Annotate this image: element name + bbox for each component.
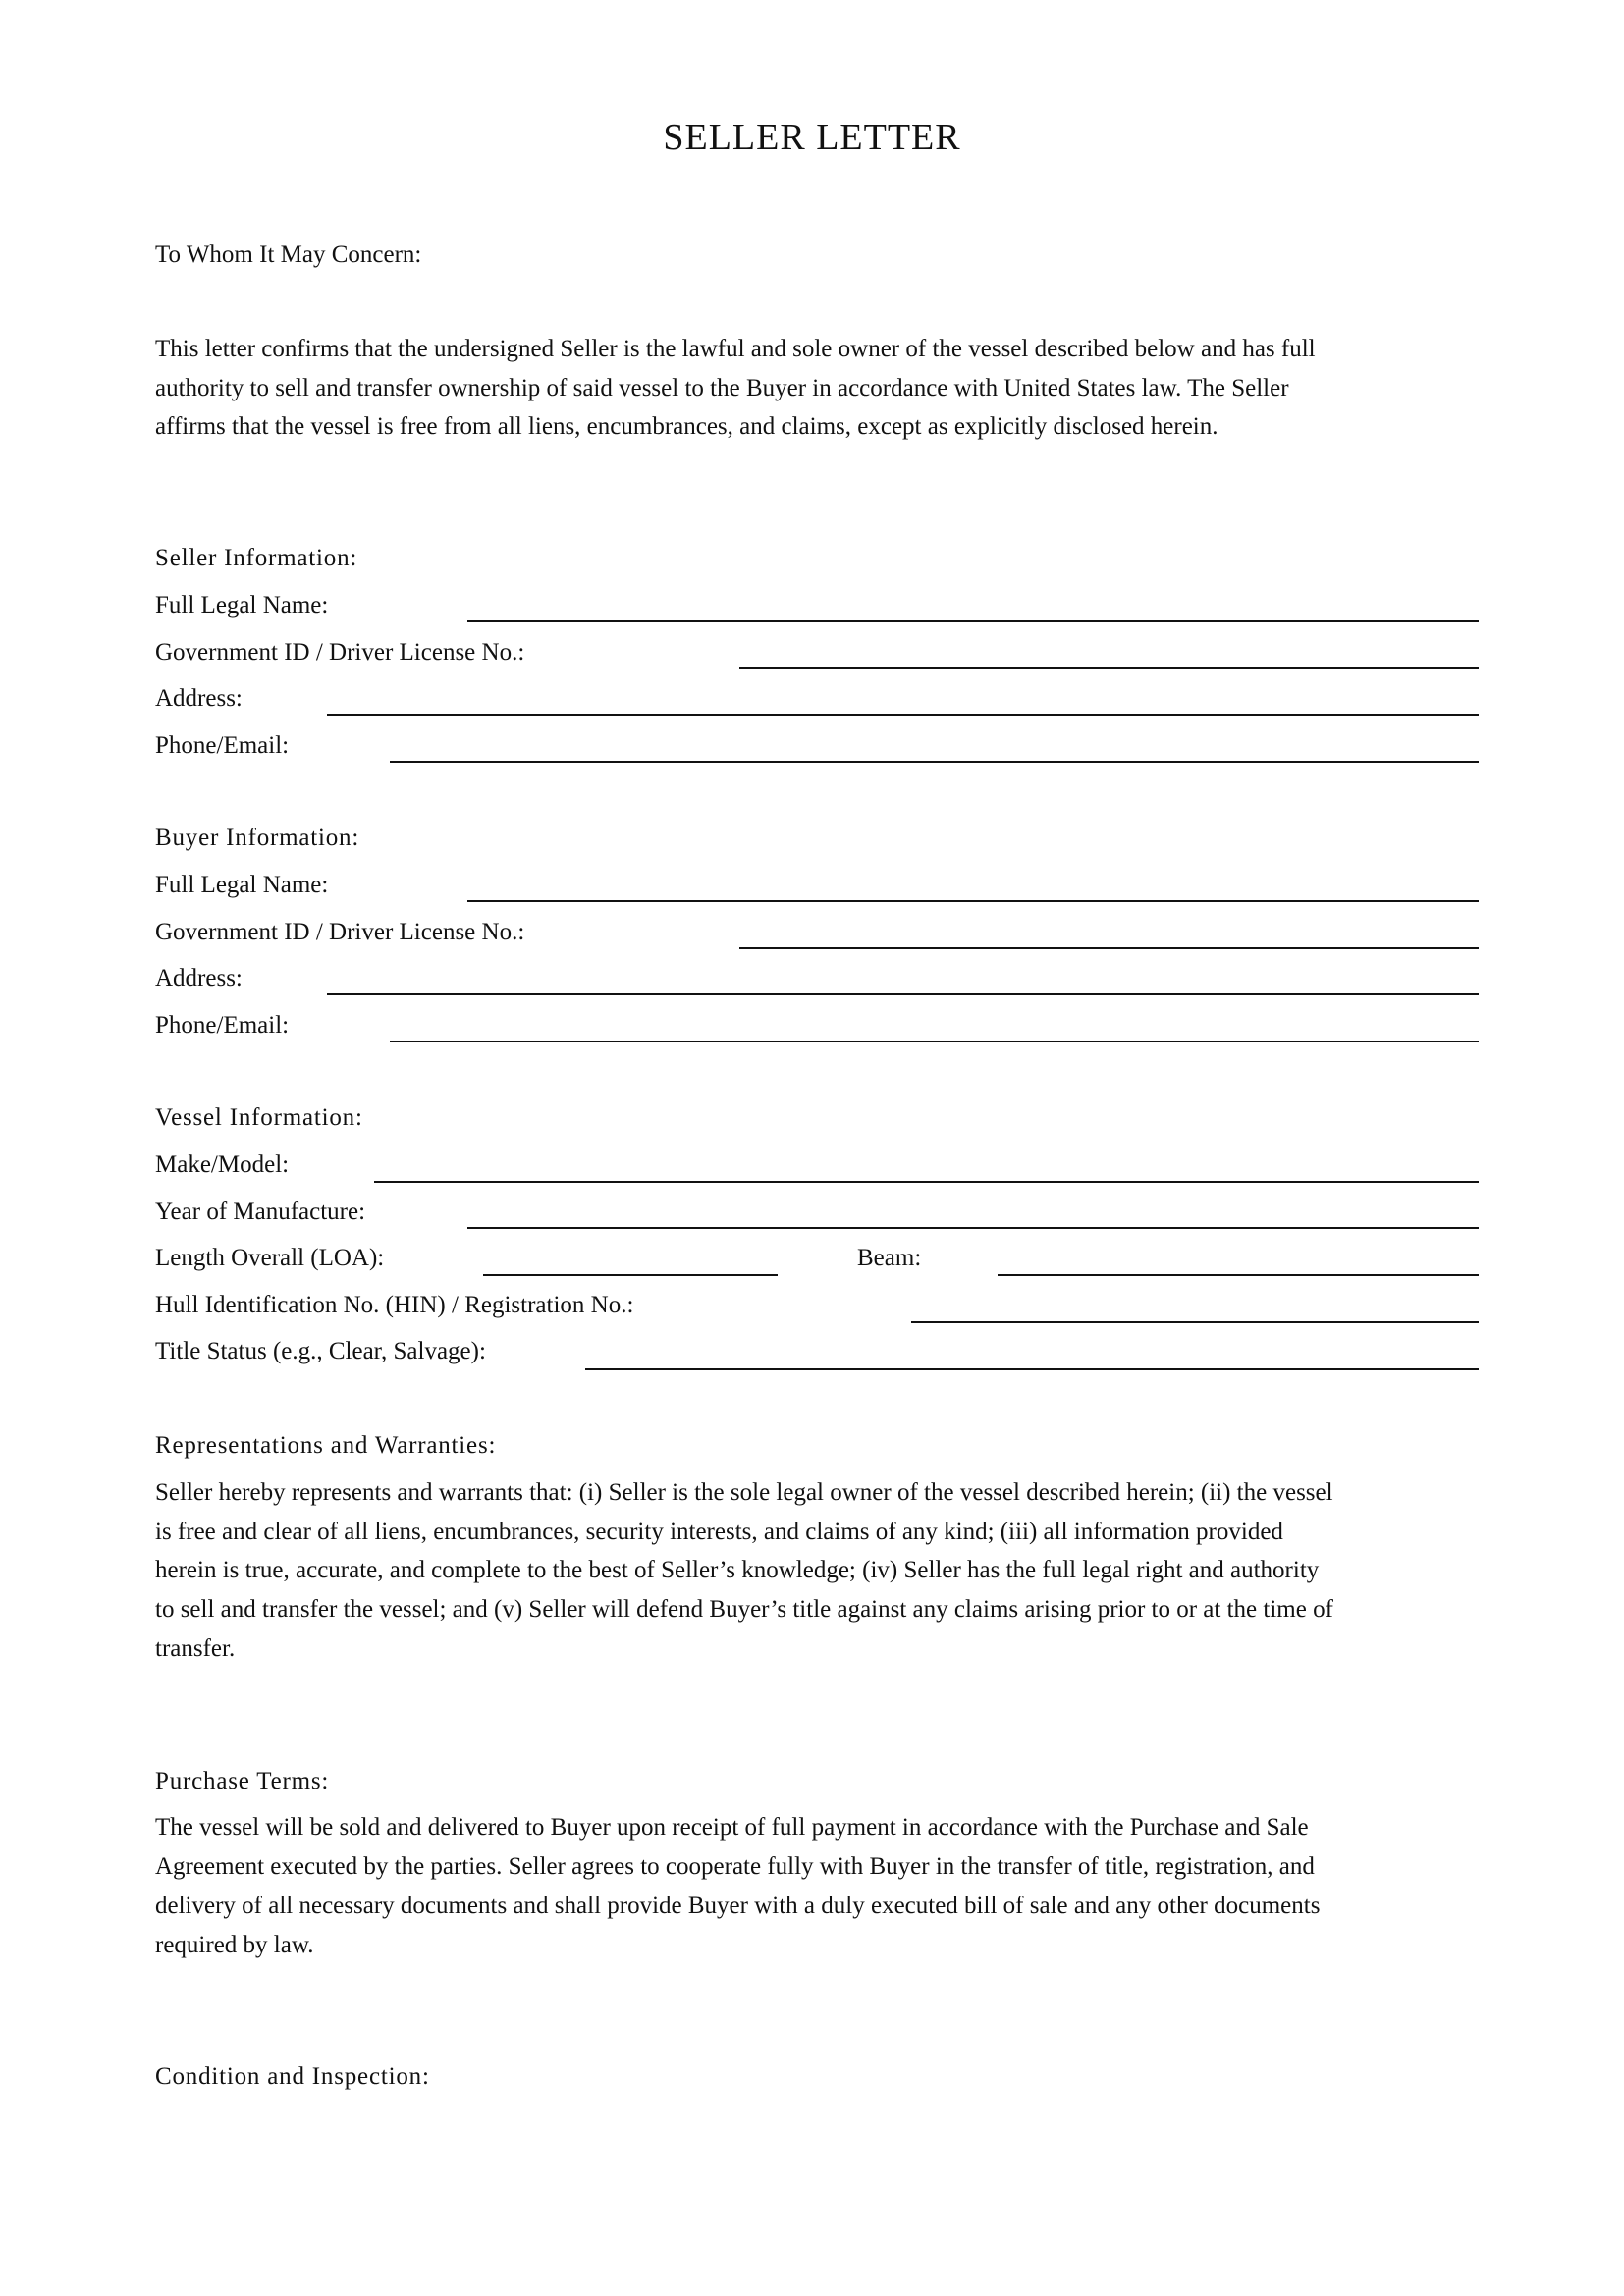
seller-info-heading: Seller Information: xyxy=(155,545,358,571)
vessel-loa-field[interactable] xyxy=(483,1274,778,1276)
vessel-loa-label: Length Overall (LOA): xyxy=(155,1245,385,1271)
purchase-terms-line: delivery of all necessary documents and shall provide Buyer with a duly executed bill of sale and any other documents xyxy=(155,1893,1321,1919)
vessel-beam-label: Beam: xyxy=(857,1245,922,1271)
condition-heading: Condition and Inspection: xyxy=(155,2063,430,2090)
seller-contact-label: Phone/Email: xyxy=(155,732,290,759)
representations-line: is free and clear of all liens, encumbrances, security interests, and claims of any kind; (iii) all information provided xyxy=(155,1519,1283,1545)
purchase-terms-line: The vessel will be sold and delivered to Buyer upon receipt of full payment in accordance with the Purchase and Sale xyxy=(155,1814,1309,1841)
vessel-year-label: Year of Manufacture: xyxy=(155,1199,366,1225)
seller-gov-id-field[interactable] xyxy=(739,667,1479,669)
representations-line: transfer. xyxy=(155,1635,236,1662)
representations-heading: Representations and Warranties: xyxy=(155,1432,497,1459)
seller-full-name-label: Full Legal Name: xyxy=(155,592,329,618)
vessel-info-heading: Vessel Information: xyxy=(155,1104,363,1131)
seller-contact-field[interactable] xyxy=(390,761,1479,763)
buyer-gov-id-field[interactable] xyxy=(739,947,1479,949)
buyer-full-name-label: Full Legal Name: xyxy=(155,872,329,898)
vessel-title-status-field[interactable] xyxy=(585,1368,1479,1370)
document-title: SELLER LETTER xyxy=(663,117,961,158)
seller-gov-id-label: Government ID / Driver License No.: xyxy=(155,639,525,666)
salutation: To Whom It May Concern: xyxy=(155,241,422,268)
buyer-full-name-field[interactable] xyxy=(467,900,1479,902)
vessel-make-model-label: Make/Model: xyxy=(155,1151,290,1178)
intro-line: authority to sell and transfer ownership of said vessel to the Buyer in accordance with United States law. The Seller xyxy=(155,375,1289,401)
vessel-make-model-field[interactable] xyxy=(374,1181,1479,1183)
purchase-terms-line: Agreement executed by the parties. Seller agrees to cooperate fully with Buyer in the transfer of title, registration, and xyxy=(155,1853,1315,1880)
representations-line: Seller hereby represents and warrants that: (i) Seller is the sole legal owner of the vessel described herein; (ii) the vessel xyxy=(155,1479,1333,1506)
vessel-beam-field[interactable] xyxy=(998,1274,1479,1276)
buyer-contact-field[interactable] xyxy=(390,1041,1479,1042)
vessel-hin-field[interactable] xyxy=(911,1321,1479,1323)
representations-line: to sell and transfer the vessel; and (v) Seller will defend Buyer’s title against any claims arising prior to or at the time of xyxy=(155,1596,1333,1623)
intro-line: This letter confirms that the undersigned Seller is the lawful and sole owner of the vessel described below and has full xyxy=(155,336,1316,362)
intro-line: affirms that the vessel is free from all liens, encumbrances, and claims, except as explicitly disclosed herein. xyxy=(155,413,1218,440)
buyer-gov-id-label: Government ID / Driver License No.: xyxy=(155,919,525,945)
buyer-address-label: Address: xyxy=(155,965,243,991)
buyer-info-heading: Buyer Information: xyxy=(155,825,360,851)
vessel-hin-label: Hull Identification No. (HIN) / Registration No.: xyxy=(155,1292,634,1318)
buyer-contact-label: Phone/Email: xyxy=(155,1012,290,1039)
purchase-terms-line: required by law. xyxy=(155,1932,314,1958)
seller-full-name-field[interactable] xyxy=(467,620,1479,622)
buyer-address-field[interactable] xyxy=(327,993,1479,995)
seller-address-label: Address: xyxy=(155,685,243,712)
vessel-title-status-label: Title Status (e.g., Clear, Salvage): xyxy=(155,1338,486,1364)
representations-line: herein is true, accurate, and complete to the best of Seller’s knowledge; (iv) Seller has the full legal right and authority xyxy=(155,1557,1320,1583)
seller-address-field[interactable] xyxy=(327,714,1479,716)
vessel-year-field[interactable] xyxy=(467,1227,1479,1229)
purchase-terms-heading: Purchase Terms: xyxy=(155,1768,330,1794)
